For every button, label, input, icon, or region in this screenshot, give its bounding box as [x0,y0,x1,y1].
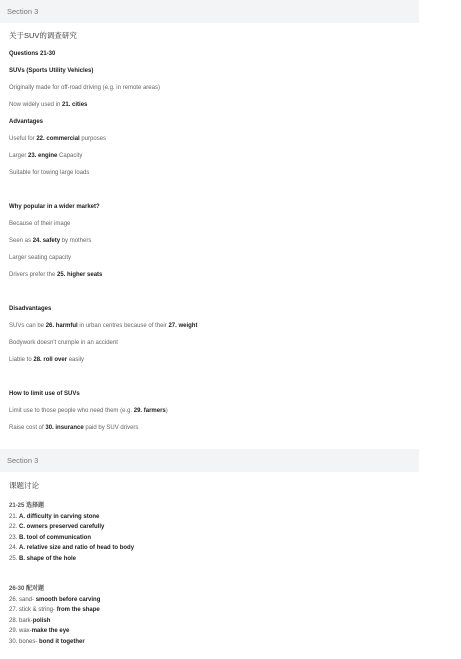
limit-line: Limit use to those people who need them (e.g. 29. farmers) [9,408,168,414]
answer-item: 21. A. difficulty in carving stone [9,513,100,520]
section-title: 关于SUV的调查研究 [9,31,77,40]
popular-line: Seen as 24. safety by mothers [9,238,92,244]
popular-line: Because of their image [9,221,71,227]
disadvantage-line: Liable to 28. roll over easily [9,357,85,363]
answer-item: 27. stick & string- from the shape [9,607,100,613]
questions-label: Questions 21-30 [9,51,56,57]
intro-line: Now widely used in 21. cities [9,102,88,108]
limit-heading: How to limit use of SUVs [9,391,80,397]
advantage-line: Useful for 22. commercial purposes [9,136,107,142]
popular-line: Drivers prefer the 25. higher seats [9,272,103,278]
answer-group-matching [9,584,100,647]
answer-item: 25. B. shape of the hole [9,555,77,562]
answer-item: 22. C. owners preserved carefully [9,524,105,530]
intro-line: Originally made for off-road driving (e.g. in remote areas) [9,85,160,91]
answer-item: 23. B. tool of communication [9,534,92,541]
section-title: 课题讨论 [9,481,39,490]
disadvantages-heading: Disadvantages [9,306,52,312]
section-header: Section 3 [0,0,419,23]
advantages-heading: Advantages [9,119,44,125]
advantage-line: Larger 23. engine Capacity [9,153,83,159]
disadvantage-line: SUVs can be 26. harmful in urban centres because of their 27. weight [9,323,198,329]
answer-item: 26. sand- smooth before carving [9,596,101,603]
answer-group-mc [9,501,134,564]
section-header: Section 3 [0,449,419,472]
popular-heading: Why popular in a wider market? [9,204,100,210]
answer-item: 24. A. relative size and ratio of head to body [9,545,135,551]
subtitle: SUVs (Sports Utility Vehicles) [9,68,94,74]
group-heading: 26-30 配对题 [9,586,45,592]
answer-item: 30. bones- bond it together [9,638,85,645]
answer-item: 29. wax-make the eye [9,628,70,634]
disadvantage-line: Bodywork doesn't crumple in an accident [9,340,118,346]
group-heading: 21-25 选择题 [9,503,45,509]
popular-line: Larger seating capacity [9,255,72,261]
answer-item: 28. bark-polish [9,617,51,624]
limit-line: Raise cost of 30. insurance paid by SUV drivers [9,425,139,431]
advantage-line: Suitable for towing large loads [9,170,90,176]
